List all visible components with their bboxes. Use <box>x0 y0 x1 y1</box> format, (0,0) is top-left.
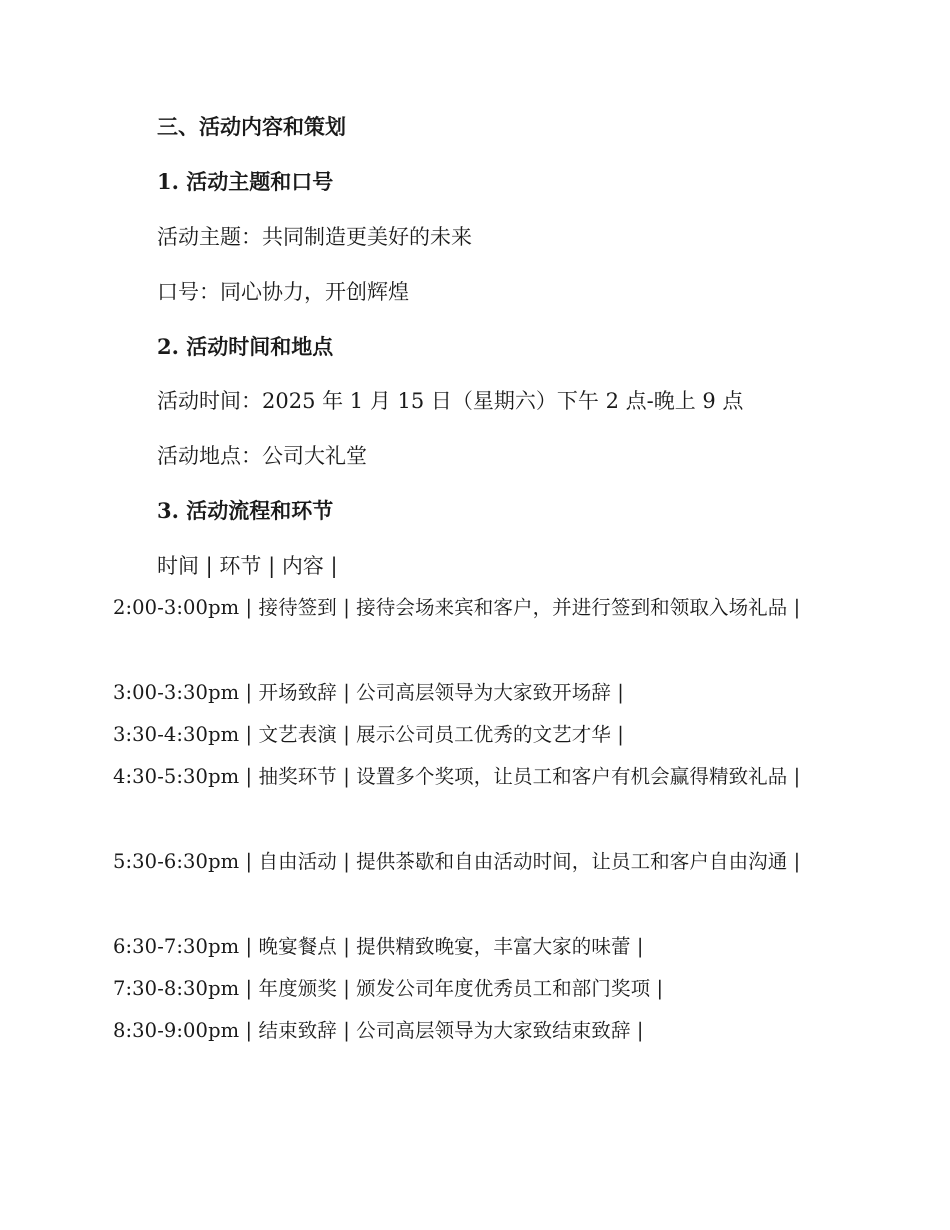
schedule-row: 8:30-9:00pm | 结束致辞 | 公司高层领导为大家致结束致辞 | <box>113 1019 644 1042</box>
schedule-header: 时间 | 环节 | 内容 | <box>157 554 338 578</box>
schedule-row: 3:00-3:30pm | 开场致辞 | 公司高层领导为大家致开场辞 | <box>113 681 624 704</box>
schedule-row: 5:30-6:30pm | 自由活动 | 提供茶歇和自由活动时间，让员工和客户自由沟通 | <box>113 850 801 873</box>
time-line: 活动时间：2025 年 1 月 15 日（星期六）下午 2 点-晚上 9 点 <box>157 389 744 413</box>
theme-line: 活动主题：共同制造更美好的未来 <box>157 225 472 249</box>
schedule-row: 6:30-7:30pm | 晚宴餐点 | 提供精致晚宴，丰富大家的味蕾 | <box>113 935 644 958</box>
section-title: 三、活动内容和策划 <box>157 114 346 139</box>
place-line: 活动地点：公司大礼堂 <box>157 444 367 468</box>
schedule-row: 7:30-8:30pm | 年度颁奖 | 颁发公司年度优秀员工和部门奖项 | <box>113 977 664 1000</box>
slogan-line: 口号：同心协力，开创辉煌 <box>157 280 409 304</box>
schedule-row: 2:00-3:00pm | 接待签到 | 接待会场来宾和客户，并进行签到和领取入场礼品 | <box>113 596 801 619</box>
theme-heading: 1. 活动主题和口号 <box>157 169 334 194</box>
schedule-heading: 3. 活动流程和环节 <box>157 498 334 523</box>
schedule-row: 3:30-4:30pm | 文艺表演 | 展示公司员工优秀的文艺才华 | <box>113 723 624 746</box>
time-place-heading: 2. 活动时间和地点 <box>157 334 334 359</box>
schedule-row: 4:30-5:30pm | 抽奖环节 | 设置多个奖项，让员工和客户有机会赢得精致礼品 | <box>113 765 801 788</box>
